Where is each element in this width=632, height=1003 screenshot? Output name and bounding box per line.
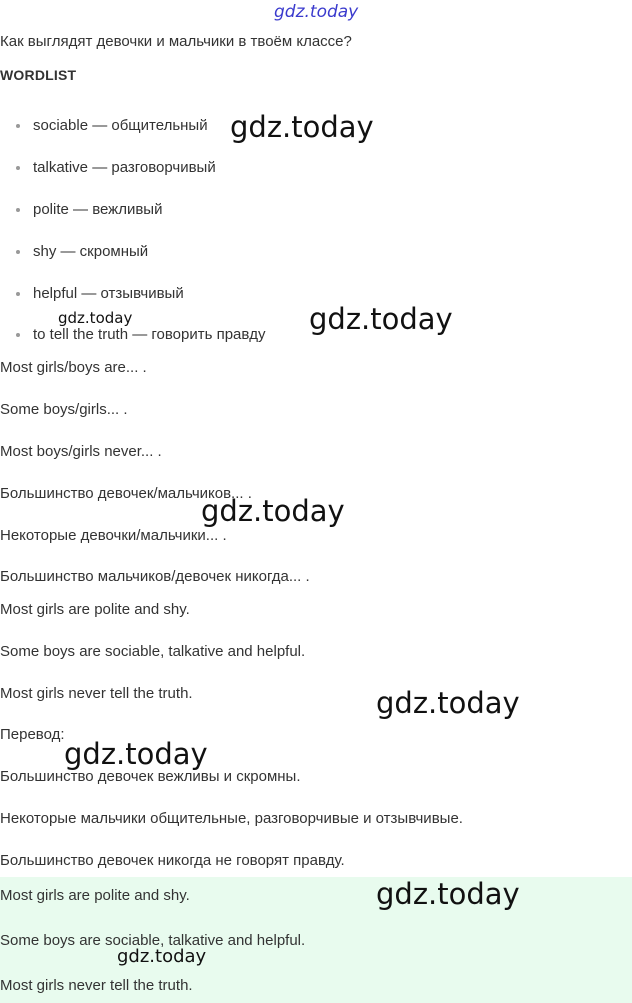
bullet-icon: [16, 333, 20, 337]
watermark: gdz.today: [64, 737, 208, 771]
highlighted-answer-line: Most girls are polite and shy.: [0, 887, 190, 904]
bullet-icon: [16, 124, 20, 128]
highlighted-answer-line: Some boys are sociable, talkative and helpful.: [0, 932, 306, 949]
watermark: gdz.today: [376, 877, 520, 911]
watermark: gdz.today: [309, 302, 453, 336]
translation-line: Некоторые мальчики общительные, разговорчивые и отзывчивые.: [0, 810, 463, 827]
template-line: Большинство девочек/мальчиков... .: [0, 485, 252, 502]
answer-line: Some boys are sociable, talkative and helpful.: [0, 643, 306, 660]
bullet-icon: [16, 166, 20, 170]
bullet-icon: [16, 250, 20, 254]
template-line: Most boys/girls never... .: [0, 443, 162, 460]
watermark: gdz.today: [376, 686, 520, 720]
template-line: Некоторые девочки/мальчики... .: [0, 527, 227, 544]
bullet-icon: [16, 292, 20, 296]
site-logo: gdz.today: [274, 2, 359, 22]
highlighted-answer-line: Most girls never tell the truth.: [0, 977, 193, 994]
watermark: gdz.today: [117, 946, 207, 967]
bullet-icon: [16, 208, 20, 212]
template-line: Most girls/boys are... .: [0, 359, 147, 376]
translation-label: Перевод:: [0, 726, 65, 743]
template-line: Большинство мальчиков/девочек никогда... .: [0, 568, 310, 585]
answer-line: Most girls are polite and shy.: [0, 601, 190, 618]
wordlist-heading: WORDLIST: [0, 67, 77, 83]
watermark: gdz.today: [201, 494, 345, 528]
watermark: gdz.today: [230, 110, 374, 144]
watermark: gdz.today: [58, 309, 133, 327]
translation-line: Большинство девочек никогда не говорят правду.: [0, 852, 345, 869]
answer-line: Most girls never tell the truth.: [0, 685, 193, 702]
template-line: Some boys/girls... .: [0, 401, 128, 418]
translation-line: Большинство девочек вежливы и скромны.: [0, 768, 301, 785]
question-text: Как выглядят девочки и мальчики в твоём классе?: [0, 33, 352, 50]
